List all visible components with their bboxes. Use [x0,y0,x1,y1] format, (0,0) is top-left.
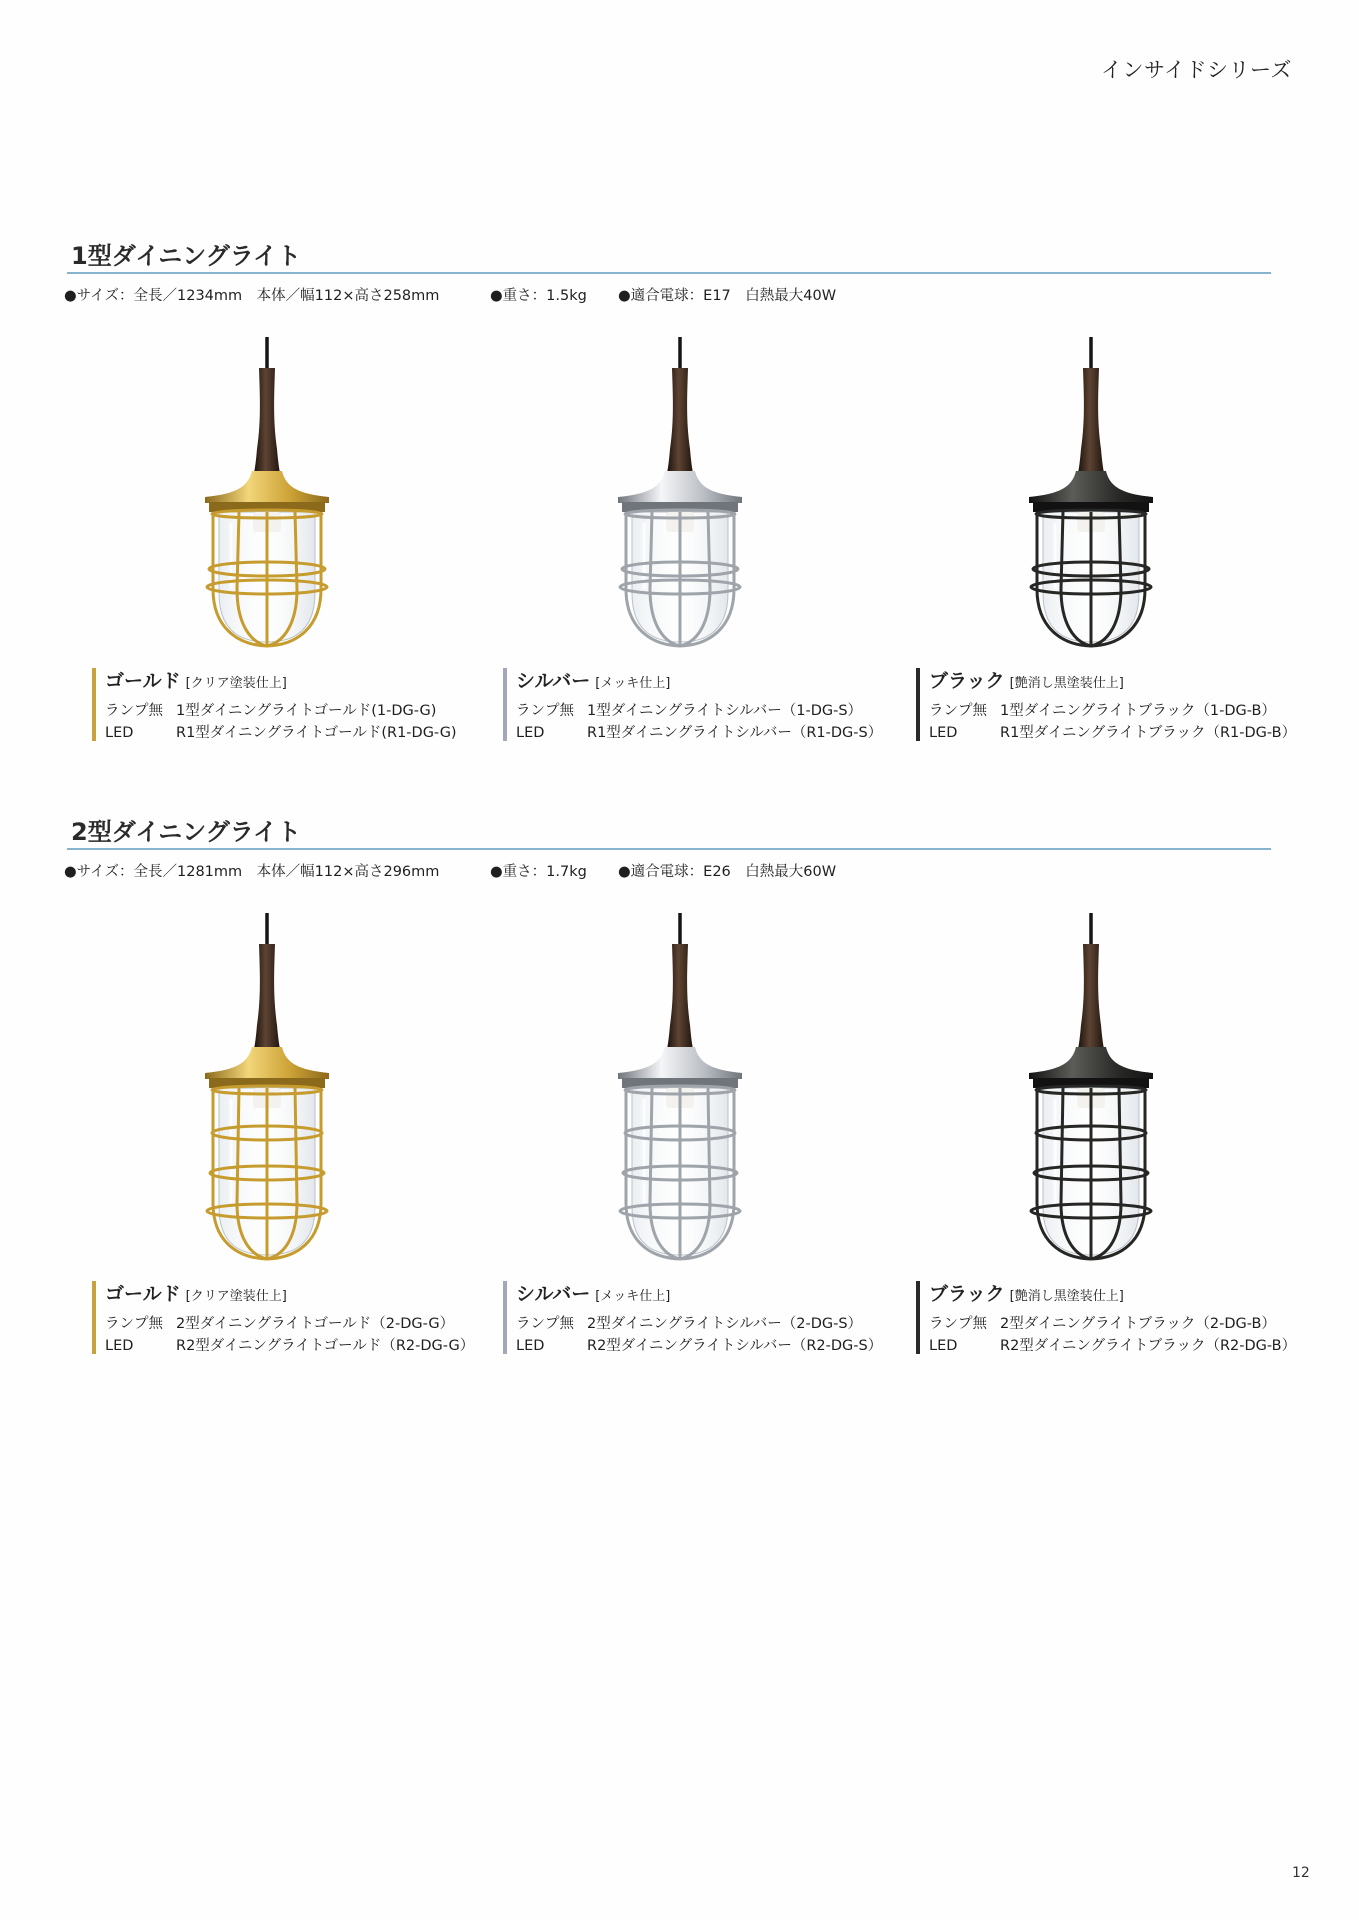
caption-title [929,1281,1296,1307]
caption-gold [92,1281,474,1357]
finish-note: [艶消し黒塗装仕上] [1009,676,1124,691]
led-label: LED [105,1338,134,1354]
finish-note: [艶消し黒塗装仕上] [1009,1289,1124,1304]
lamp-handle [667,944,693,1049]
spec-weight: ●重さ：1.5kg [490,288,587,304]
lamp-cap [1029,471,1153,512]
caption-title [516,1281,882,1307]
lampless-row [516,1313,882,1335]
section-divider [67,848,1271,850]
led-product-name: R2型ダイニングライトシルバー（R2-DG-S） [587,1338,883,1354]
lampless-label: ランプ無 [105,703,163,719]
caption-title [105,1281,474,1307]
spec-size: ●サイズ：全長／1281mm 本体／幅112×高さ296mm [64,864,440,880]
caption-gold [92,668,457,744]
lampless-product-name: 2型ダイニングライトブラック（2-DG-B） [1000,1316,1276,1332]
lamp-cap [1029,1047,1153,1088]
lampless-label: ランプ無 [516,1316,574,1332]
spec-bulb: ●適合電球：E17 白熱最大40W [618,288,837,304]
lamp-photo-row [64,337,1271,649]
spec-line [64,862,1271,882]
caption-black [916,1281,1296,1357]
lamp-image [1021,337,1161,649]
spec-line [64,286,1271,306]
lamp-photo-gold [197,913,337,1262]
lamp-photo-row [64,913,1271,1262]
finish-name: ゴールド [105,670,181,692]
lampless-row [105,1313,474,1335]
caption-black [916,668,1296,744]
led-product-name: R1型ダイニングライトブラック（R1-DG-B） [1000,725,1297,741]
finish-color-bar [916,1281,920,1354]
led-product-name: R1型ダイニングライトシルバー（R1-DG-S） [587,725,883,741]
section-title: 2型ダイニングライト [71,818,302,846]
led-product-name: R1型ダイニングライトゴールド(R1-DG-G) [176,725,457,741]
finish-color-bar [503,668,507,741]
lampless-row [516,700,882,722]
lamp-cap [205,1047,329,1088]
led-row [929,1335,1296,1357]
page-number: 12 [1292,1865,1310,1881]
finish-name: シルバー [516,1283,591,1305]
led-row [105,1335,474,1357]
lamp-photo-black [1021,913,1161,1262]
lampless-product-name: 1型ダイニングライトブラック（1-DG-B） [1000,703,1276,719]
lamp-handle [667,368,693,473]
lampless-label: ランプ無 [105,1316,163,1332]
lamp-image [610,913,750,1262]
finish-note: [クリア塗装仕上] [185,1289,287,1304]
spec-weight: ●重さ：1.7kg [490,864,587,880]
finish-color-bar [916,668,920,741]
finish-name: ブラック [929,1283,1005,1305]
series-title: インサイドシリーズ [1101,58,1292,82]
spec-size: ●サイズ：全長／1234mm 本体／幅112×高さ258mm [64,288,440,304]
lampless-row [929,1313,1296,1335]
led-label: LED [929,725,958,741]
finish-color-bar [92,1281,96,1354]
lampless-product-name: 1型ダイニングライトゴールド(1-DG-G) [176,703,437,719]
section-divider [67,272,1271,274]
lampless-row [105,700,457,722]
lamp-image [197,337,337,649]
lamp-image [197,913,337,1262]
lampless-label: ランプ無 [929,1316,987,1332]
lamp-photo-silver [610,337,750,649]
lamp-photo-gold [197,337,337,649]
product-section-type2 [64,816,1297,1357]
lamp-photo-silver [610,913,750,1262]
lampless-row [929,700,1296,722]
caption-silver [503,668,882,744]
caption-row [64,668,1297,744]
finish-note: [メッキ仕上] [595,676,671,691]
led-product-name: R2型ダイニングライトブラック（R2-DG-B） [1000,1338,1297,1354]
led-row [516,722,882,744]
lamp-handle [254,944,280,1049]
lamp-handle [1078,368,1104,473]
finish-name: シルバー [516,670,591,692]
lamp-image [1021,913,1161,1262]
lamp-handle [254,368,280,473]
led-label: LED [516,725,545,741]
caption-title [105,668,457,694]
led-row [105,722,457,744]
finish-note: [クリア塗装仕上] [185,676,287,691]
finish-color-bar [92,668,96,741]
lampless-product-name: 2型ダイニングライトシルバー（2-DG-S） [587,1316,863,1332]
lamp-cap [618,1047,742,1088]
lamp-cap [205,471,329,512]
spec-bulb: ●適合電球：E26 白熱最大60W [618,864,837,880]
caption-title [516,668,882,694]
section-title: 1型ダイニングライト [71,242,302,270]
caption-row [64,1281,1297,1357]
led-label: LED [105,725,134,741]
led-label: LED [929,1338,958,1354]
lampless-label: ランプ無 [929,703,987,719]
lamp-image [610,337,750,649]
led-label: LED [516,1338,545,1354]
finish-name: ブラック [929,670,1005,692]
lampless-label: ランプ無 [516,703,574,719]
lampless-product-name: 1型ダイニングライトシルバー（1-DG-S） [587,703,863,719]
lamp-cap [618,471,742,512]
finish-color-bar [503,1281,507,1354]
lamp-photo-black [1021,337,1161,649]
finish-note: [メッキ仕上] [595,1289,671,1304]
caption-title [929,668,1296,694]
led-product-name: R2型ダイニングライトゴールド（R2-DG-G） [176,1338,475,1354]
lampless-product-name: 2型ダイニングライトゴールド（2-DG-G） [176,1316,455,1332]
caption-silver [503,1281,882,1357]
lamp-handle [1078,944,1104,1049]
product-section-type1 [64,240,1297,744]
led-row [929,722,1296,744]
led-row [516,1335,882,1357]
finish-name: ゴールド [105,1283,181,1305]
